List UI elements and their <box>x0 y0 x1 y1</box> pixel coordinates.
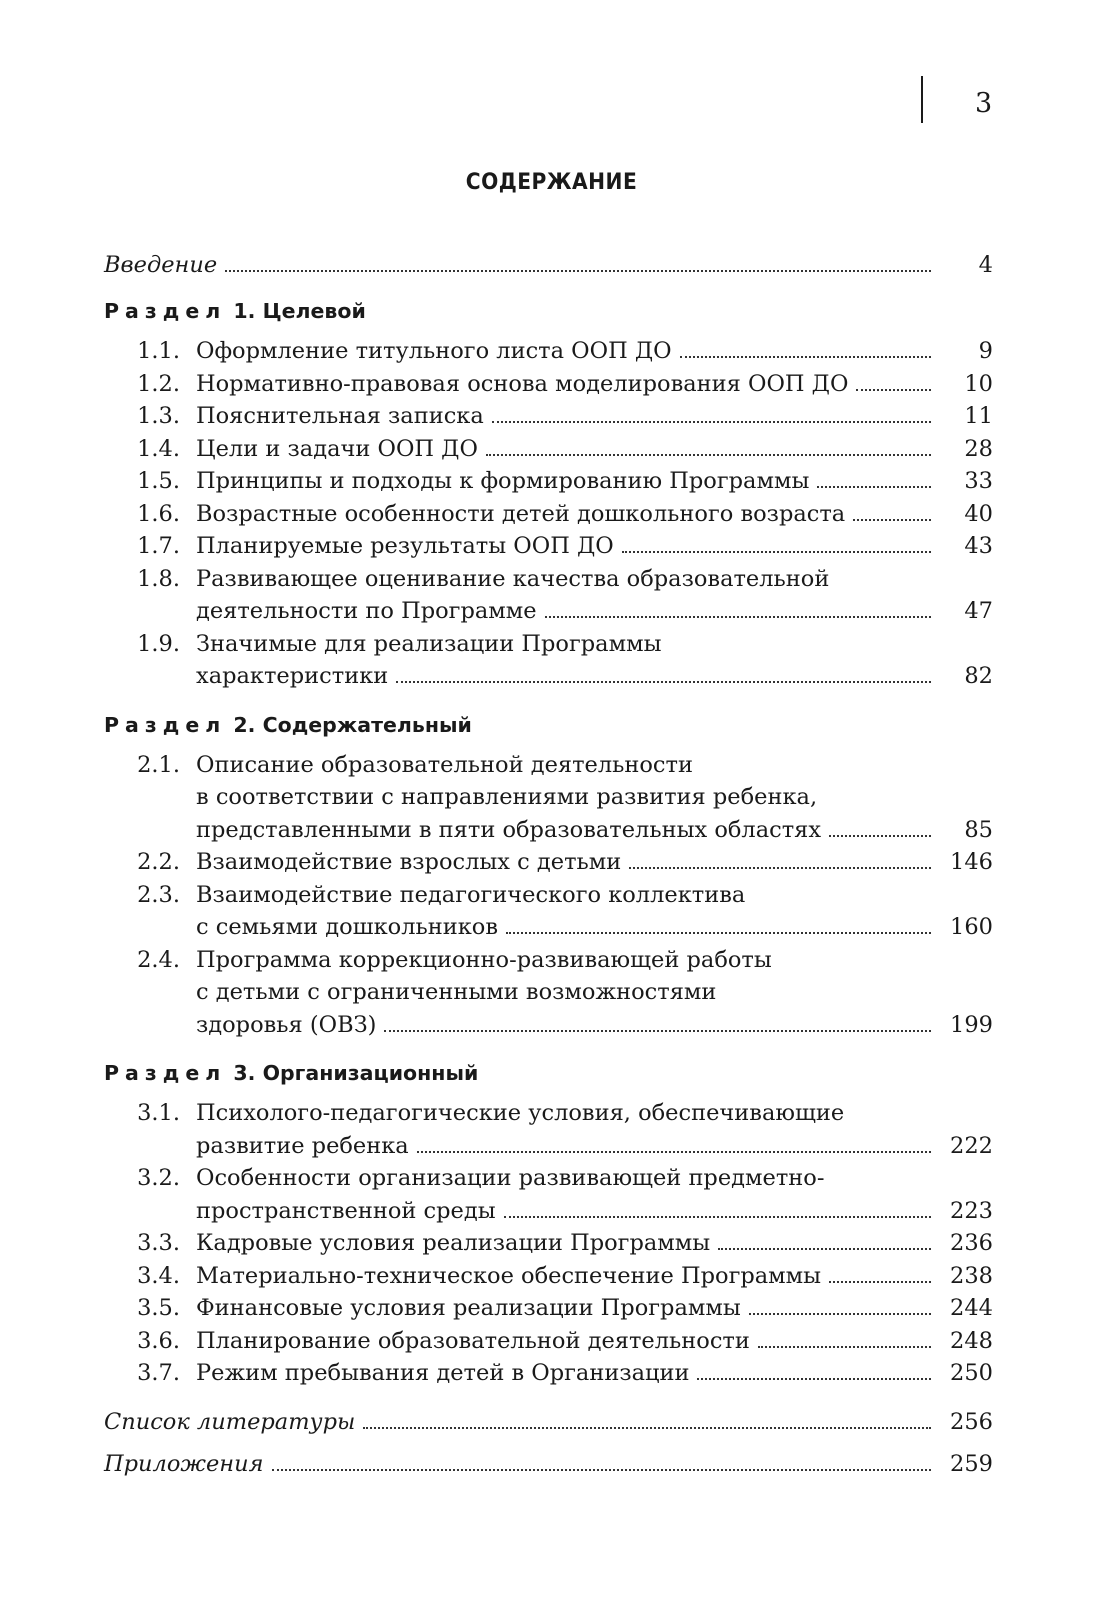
toc-entry-title: пространственной среды <box>196 1197 496 1224</box>
toc-bibliography <box>104 1405 993 1439</box>
toc-page-number: 43 <box>964 533 993 559</box>
dot-leader <box>697 1378 931 1380</box>
toc-entry-title: Принципы и подходы к формированию Программы <box>196 468 810 494</box>
toc-item-line <box>128 1161 993 1195</box>
toc-entry-title: Значимые для реализации Программы <box>196 630 662 657</box>
toc-item-line <box>128 1096 993 1130</box>
toc-entry-title: Взаимодействие педагогического коллектива <box>196 881 746 908</box>
toc-item-number: 2.3. <box>137 881 180 908</box>
dot-leader <box>856 389 931 391</box>
toc-item-line <box>128 497 993 531</box>
toc-item-number: 2.1. <box>137 751 180 778</box>
toc-page-number: 244 <box>950 1295 993 1321</box>
toc-item-line <box>128 367 993 401</box>
dot-leader <box>680 356 931 358</box>
toc-entry-title: здоровья (ОВЗ) <box>196 1011 377 1038</box>
toc-page-number: 259 <box>950 1450 993 1477</box>
toc-item-line <box>128 780 993 814</box>
toc-item-line <box>128 813 993 847</box>
toc-page-number: 28 <box>964 435 993 462</box>
dot-leader <box>829 1281 931 1283</box>
dot-leader <box>396 681 931 683</box>
toc-entry-title: Финансовые условия реализации Программы <box>196 1295 741 1321</box>
dot-leader <box>758 1346 931 1348</box>
section-label: Раздел <box>104 299 227 323</box>
dot-leader <box>718 1248 931 1250</box>
dot-leader <box>384 1030 931 1032</box>
header-rule <box>921 76 923 123</box>
toc-page-number: 248 <box>950 1327 993 1354</box>
toc-page-number: 82 <box>964 663 993 689</box>
toc-entry-title: Оформление титульного листа ООП ДО <box>196 338 672 364</box>
toc-item-number: 2.4. <box>137 946 180 973</box>
toc-item-line <box>128 594 993 628</box>
toc-entry-title: представленными в пяти образовательных областях <box>196 816 822 843</box>
toc-item-number: 2.2. <box>137 849 180 875</box>
toc-entry-title: с семьями дошкольников <box>196 914 499 940</box>
toc-item-number: 1.3. <box>137 403 180 429</box>
dot-leader <box>486 454 931 456</box>
toc-page-number: 160 <box>950 914 993 940</box>
toc-page-number: 256 <box>950 1408 993 1435</box>
toc-entry-title: развитие ребенка <box>196 1132 409 1159</box>
dot-leader <box>749 1313 931 1315</box>
toc-item-line <box>128 1226 993 1260</box>
toc-item-number: 1.4. <box>137 435 180 462</box>
toc-item-line <box>128 878 993 912</box>
page-number: 3 <box>975 88 993 119</box>
toc-page-number: 10 <box>964 370 993 397</box>
toc-page-number: 40 <box>964 500 993 527</box>
toc-page-number: 236 <box>950 1230 993 1256</box>
section-title: 1. Целевой <box>233 299 366 323</box>
toc-entry-title: Введение <box>104 252 218 278</box>
toc-item-line <box>128 1324 993 1358</box>
toc-page-number: 4 <box>978 252 993 278</box>
toc-entry-title: Нормативно-правовая основа моделирования ООП ДО <box>196 370 849 397</box>
toc-entry-title: Особенности организации развивающей предметно- <box>196 1165 825 1191</box>
toc-item-line <box>128 334 993 368</box>
dot-leader <box>225 270 931 272</box>
toc-item-number: 1.8. <box>137 565 180 592</box>
dot-leader <box>417 1151 931 1153</box>
toc-item-number: 1.5. <box>137 468 180 494</box>
dot-leader <box>829 835 931 837</box>
toc-item-line <box>128 399 993 433</box>
toc-item-line <box>128 1129 993 1163</box>
toc-page-number: 222 <box>950 1132 993 1159</box>
dot-leader <box>817 486 931 488</box>
toc-item-line <box>128 464 993 498</box>
toc-item-line <box>128 845 993 879</box>
section-label: Раздел <box>104 712 227 737</box>
toc-entry-title: характеристики <box>196 663 389 689</box>
toc-item-number: 1.6. <box>137 500 180 527</box>
toc-item-line <box>128 627 993 661</box>
toc-item-number: 3.3. <box>137 1230 180 1256</box>
toc-item-line <box>128 943 993 977</box>
toc-entry-title: Приложения <box>104 1450 264 1477</box>
toc-item-number: 3.5. <box>137 1295 180 1321</box>
toc-title: СОДЕРЖАНИЕ <box>465 170 638 195</box>
toc-item-number: 1.2. <box>137 370 180 397</box>
toc-page-number: 238 <box>950 1262 993 1289</box>
toc-page-number: 199 <box>950 1011 993 1038</box>
toc-entry-title: Планирование образовательной деятельности <box>196 1327 750 1354</box>
dot-leader <box>272 1469 932 1471</box>
toc-item-number: 3.7. <box>137 1360 180 1386</box>
toc-page-number: 9 <box>978 338 993 364</box>
toc-page-number: 11 <box>964 403 993 429</box>
toc-entry-title: Взаимодействие взрослых с детьми <box>196 849 622 875</box>
toc-item-line <box>128 1008 993 1042</box>
dot-leader <box>545 616 931 618</box>
toc-item-number: 1.1. <box>137 338 180 364</box>
toc-item-line <box>128 910 993 944</box>
toc-intro <box>104 248 993 282</box>
dot-leader <box>853 519 931 521</box>
dot-leader <box>504 1216 931 1218</box>
toc-item-number: 3.4. <box>137 1262 180 1289</box>
toc-page-number: 47 <box>964 598 993 624</box>
toc-entry-title: Психолого-педагогические условия, обеспечивающие <box>196 1100 845 1126</box>
toc-entry-title: Список литературы <box>104 1408 356 1435</box>
toc-item-line <box>128 562 993 596</box>
section-title: 2. Содержательный <box>233 712 472 737</box>
toc-entry-title: Режим пребывания детей в Организации <box>196 1360 690 1386</box>
toc-item-line <box>128 1356 993 1390</box>
toc-item-line <box>128 659 993 693</box>
toc-item-number: 3.2. <box>137 1165 180 1191</box>
dot-leader <box>363 1427 931 1429</box>
toc-entry-title: Материально-техническое обеспечение Программы <box>196 1262 822 1289</box>
toc-item-number: 3.6. <box>137 1327 180 1354</box>
toc-entry-title: Цели и задачи ООП ДО <box>196 435 478 462</box>
toc-item-line <box>128 975 993 1009</box>
toc-page-number: 223 <box>950 1197 993 1224</box>
toc-item-number: 1.7. <box>137 533 180 559</box>
toc-entry-title: Развивающее оценивание качества образовательной <box>196 565 830 592</box>
section-heading <box>104 294 366 328</box>
toc-entry-title: Кадровые условия реализации Программы <box>196 1230 711 1256</box>
toc-entry-title: в соответствии с направлениями развития ребенка, <box>196 784 818 810</box>
toc-entry-title: с детьми с ограниченными возможностями <box>196 979 717 1005</box>
toc-page-number: 146 <box>950 849 993 875</box>
section-label: Раздел <box>104 1061 227 1085</box>
section-heading <box>104 1056 478 1090</box>
toc-item-line <box>128 529 993 563</box>
toc-page-number: 250 <box>950 1360 993 1386</box>
toc-entry-title: Планируемые результаты ООП ДО <box>196 533 614 559</box>
toc-item-line <box>128 1259 993 1293</box>
toc-entry-title: деятельности по Программе <box>196 598 537 624</box>
toc-item-line <box>128 1291 993 1325</box>
toc-appendices <box>104 1447 993 1481</box>
dot-leader <box>622 551 931 553</box>
toc-page-number: 33 <box>964 468 993 494</box>
toc-item-line <box>128 748 993 782</box>
toc-item-line <box>128 1194 993 1228</box>
toc-page-number: 85 <box>964 816 993 843</box>
toc-item-number: 3.1. <box>137 1100 180 1126</box>
toc-entry-title: Описание образовательной деятельности <box>196 751 693 778</box>
toc-item-number: 1.9. <box>137 630 180 657</box>
toc-entry-title: Пояснительная записка <box>196 403 484 429</box>
dot-leader <box>506 932 931 934</box>
section-title: 3. Организационный <box>233 1061 479 1085</box>
section-heading <box>104 708 472 742</box>
toc-entry-title: Программа коррекционно-развивающей работы <box>196 946 772 973</box>
toc-entry-title: Возрастные особенности детей дошкольного возраста <box>196 500 846 527</box>
dot-leader <box>629 867 931 869</box>
dot-leader <box>492 421 931 423</box>
toc-item-line <box>128 432 993 466</box>
